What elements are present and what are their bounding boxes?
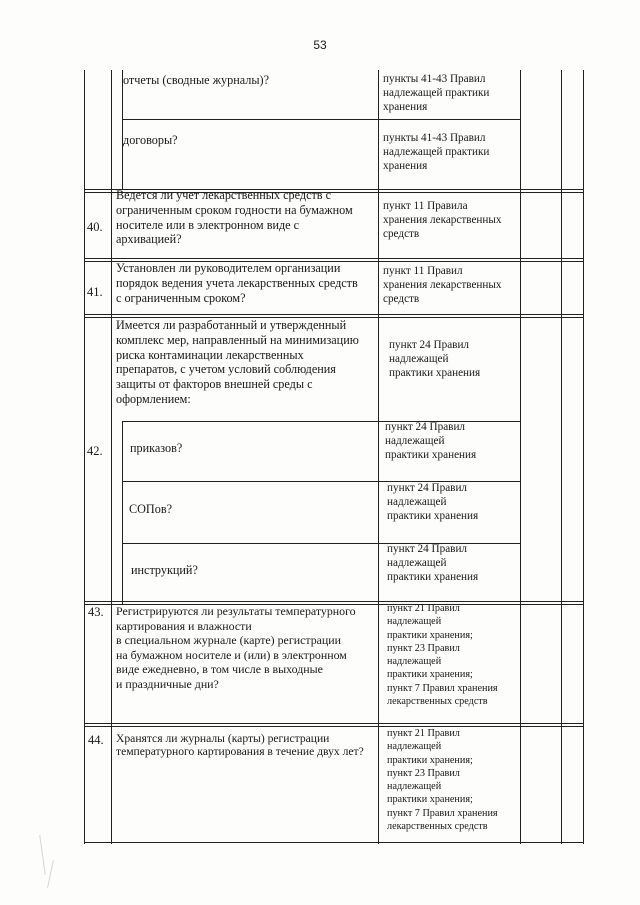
- reference-text: пункт 24 Правил надлежащей практики хранения: [387, 543, 479, 583]
- question-text: приказов?: [130, 441, 183, 455]
- scan-artifact: [47, 860, 54, 888]
- row-number: 42.: [87, 444, 103, 458]
- question-text: Установлен ли руководителем организации порядок ведения учета лекарственных средств с ограниченным сроком?: [116, 261, 358, 305]
- reference-text: пункты 41-43 Правил надлежащей практики хранения: [383, 73, 490, 113]
- page-number: 53: [313, 38, 327, 52]
- question-text: Регистрируются ли результаты температурного картирования и влажности в специальном журнале (карте) регистрации на бумажном носителе и (или) в электронном виде ежедневно, в том числе в выходные и праздничные дни?: [116, 604, 356, 691]
- reference-text: пункт 24 Правил надлежащей практики хранения: [385, 421, 477, 461]
- scan-artifact: [39, 835, 46, 875]
- reference-text: пункт 24 Правил надлежащей практики хранения: [387, 482, 479, 522]
- row-number: 43.: [88, 605, 104, 619]
- question-text: Ведется ли учет лекарственных средств с ограниченным сроком годности на бумажном носителе или в электронном виде с архивацией?: [116, 188, 353, 247]
- row-divider: [84, 726, 584, 727]
- checklist-table: [84, 70, 584, 844]
- reference-text: пункт 21 Правил надлежащей практики хранения; пункт 23 Правил надлежащей практики хранения; пункт 7 Правил хранения лекарственных средств: [387, 728, 498, 833]
- subitem-indent-line: [122, 70, 123, 189]
- question-text: договоры?: [123, 133, 178, 147]
- question-text: Хранятся ли журналы (карты) регистрации температурного картирования в течение двух лет?: [116, 732, 364, 758]
- table-border-left: [84, 70, 85, 844]
- reference-text: пункт 24 Правил надлежащей практики хранения: [389, 339, 481, 379]
- question-text: Имеется ли разработанный и утвержденный комплекс мер, направленный на минимизацию риска контаминации лекарственных препаратов, с учетом условий соблюдения защиты от факторов внешней среды с оформлением:: [116, 318, 359, 406]
- row-number: 41.: [87, 285, 103, 299]
- row-divider: [84, 601, 584, 602]
- column-divider-question: [378, 70, 379, 844]
- column-divider-reference: [520, 70, 521, 844]
- reference-text: пункт 11 Правила хранения лекарственных средств: [383, 200, 502, 240]
- question-text: СОПов?: [129, 502, 172, 516]
- question-text: отчеты (сводные журналы)?: [123, 73, 269, 87]
- row-divider: [122, 119, 521, 120]
- row-number: 44.: [88, 733, 104, 747]
- row-number: 40.: [87, 220, 103, 234]
- subitem-indent-line: [122, 421, 123, 604]
- reference-text: пункты 41-43 Правил надлежащей практики хранения: [383, 132, 490, 172]
- row-divider: [84, 314, 584, 315]
- row-divider: [84, 258, 584, 259]
- table-border-right: [583, 70, 584, 844]
- reference-text: пункт 21 Правил надлежащей практики хранения; пункт 23 Правил надлежащей практики хранения; пункт 7 Правил хранения лекарственных средств: [387, 603, 498, 708]
- table-border-bottom: [84, 842, 584, 843]
- column-divider-number: [111, 70, 112, 844]
- row-divider: [84, 723, 584, 724]
- question-text: инструкций?: [131, 563, 198, 577]
- reference-text: пункт 11 Правил хранения лекарственных средств: [383, 265, 502, 305]
- column-divider-answer: [561, 70, 562, 844]
